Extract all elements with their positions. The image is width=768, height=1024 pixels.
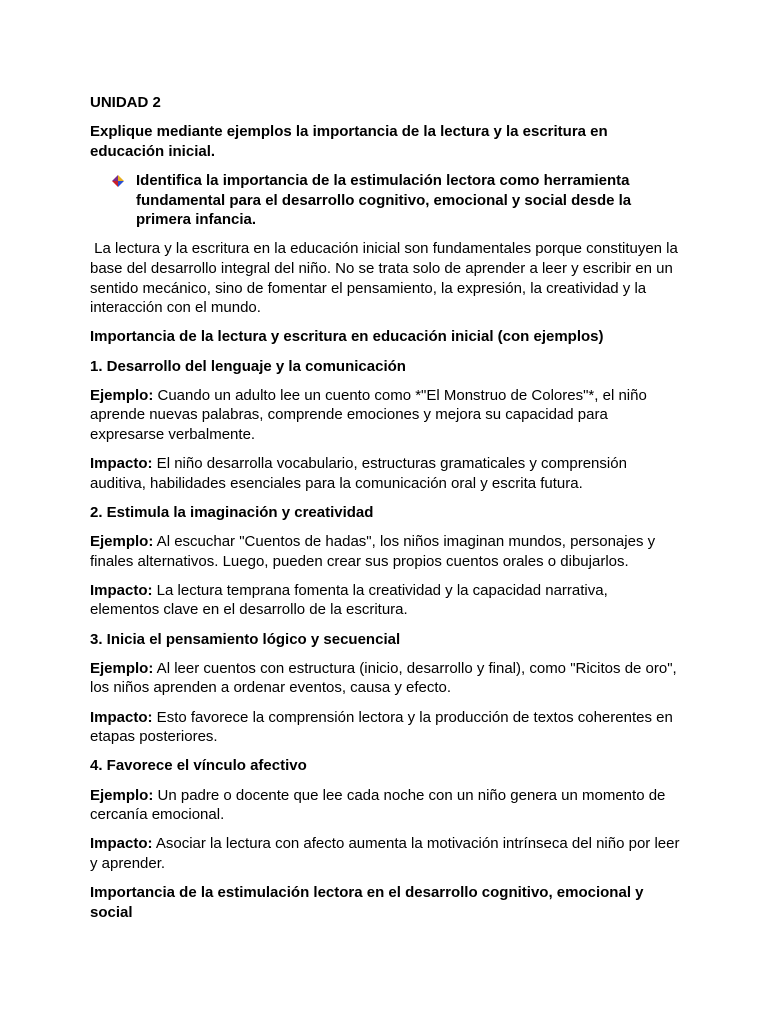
point-heading: 2. Estimula la imaginación y creatividad — [90, 503, 374, 521]
diamond-bullet-icon — [112, 175, 124, 187]
document-page — [90, 93, 684, 932]
example-text: Cuando un adulto lee un cuento como *"El Monstruo de Colores"*, el niño aprende nuevas palabras, comprende emociones y mejora su capacidad para expresarse verbalmente. — [90, 386, 651, 443]
example-label: Ejemplo: — [90, 786, 154, 804]
impact-paragraph — [90, 581, 680, 620]
intro-paragraph: La lectura y la escritura en la educación inicial son fundamentales porque constituyen la base del desarrollo integral del niño. No se trata solo de aprender a leer y escribir en un sentido mecánico, sino de fomentar el pensamiento, la expresión, la creatividad y la interacción con el mundo. — [90, 240, 683, 317]
impact-paragraph — [90, 454, 680, 493]
point-heading: 3. Inicia el pensamiento lógico y secuencial — [90, 630, 401, 648]
example-label: Ejemplo: — [90, 386, 154, 404]
example-paragraph — [90, 386, 680, 445]
point-heading: 1. Desarrollo del lenguaje y la comunicación — [90, 357, 406, 375]
impact-label: Impacto: — [90, 581, 153, 599]
example-text: Un padre o docente que lee cada noche con un niño genera un momento de cercanía emocional. — [90, 786, 670, 824]
impact-text: El niño desarrolla vocabulario, estructuras gramaticales y comprensión auditiva, habilidades esenciales para la comunicación oral y escrita futura. — [90, 455, 632, 492]
section-heading: Importancia de la lectura y escritura en educación inicial (con ejemplos) — [90, 328, 604, 346]
example-text: Al escuchar "Cuentos de hadas", los niños imaginan mundos, personajes y finales alternativos. Luego, pueden crear sus propios cuentos orales o dibujarlos. — [90, 533, 660, 570]
closing-heading: Importancia de la estimulación lectora en el desarrollo cognitivo, emocional y social — [90, 884, 644, 921]
impact-label: Impacto: — [90, 708, 153, 726]
impact-paragraph — [90, 708, 680, 747]
impact-text: Esto favorece la comprensión lectora y la producción de textos coherentes en etapas posteriores. — [90, 708, 677, 746]
point-heading: 4. Favorece el vínculo afectivo — [90, 757, 307, 775]
bullet-item — [90, 171, 680, 230]
question-heading: Explique mediante ejemplos la importancia de la lectura y la escritura en educación inicial. — [90, 123, 608, 160]
example-text: Al leer cuentos con estructura (inicio, desarrollo y final), como "Ricitos de oro", los niños aprenden a ordenar eventos, causa y efecto. — [90, 659, 681, 697]
impact-label: Impacto: — [90, 455, 153, 473]
impact-label: Impacto: — [90, 835, 153, 853]
example-label: Ejemplo: — [90, 533, 154, 551]
impact-text: La lectura temprana fomenta la creatividad y la capacidad narrativa, elementos clave en el desarrollo de la escritura. — [90, 581, 612, 619]
example-label: Ejemplo: — [90, 659, 154, 677]
example-paragraph — [90, 532, 680, 571]
bullet-text: Identifica la importancia de la estimulación lectora como herramienta fundamental para el desarrollo cognitivo, emocional y social desde la primera infancia. — [136, 171, 632, 229]
example-paragraph — [90, 786, 680, 825]
example-paragraph — [90, 659, 680, 698]
impact-paragraph — [90, 834, 684, 873]
impact-text: Asociar la lectura con afecto aumenta la motivación intrínseca del niño por leer y aprender. — [90, 835, 684, 872]
unit-title: UNIDAD 2 — [90, 94, 161, 111]
